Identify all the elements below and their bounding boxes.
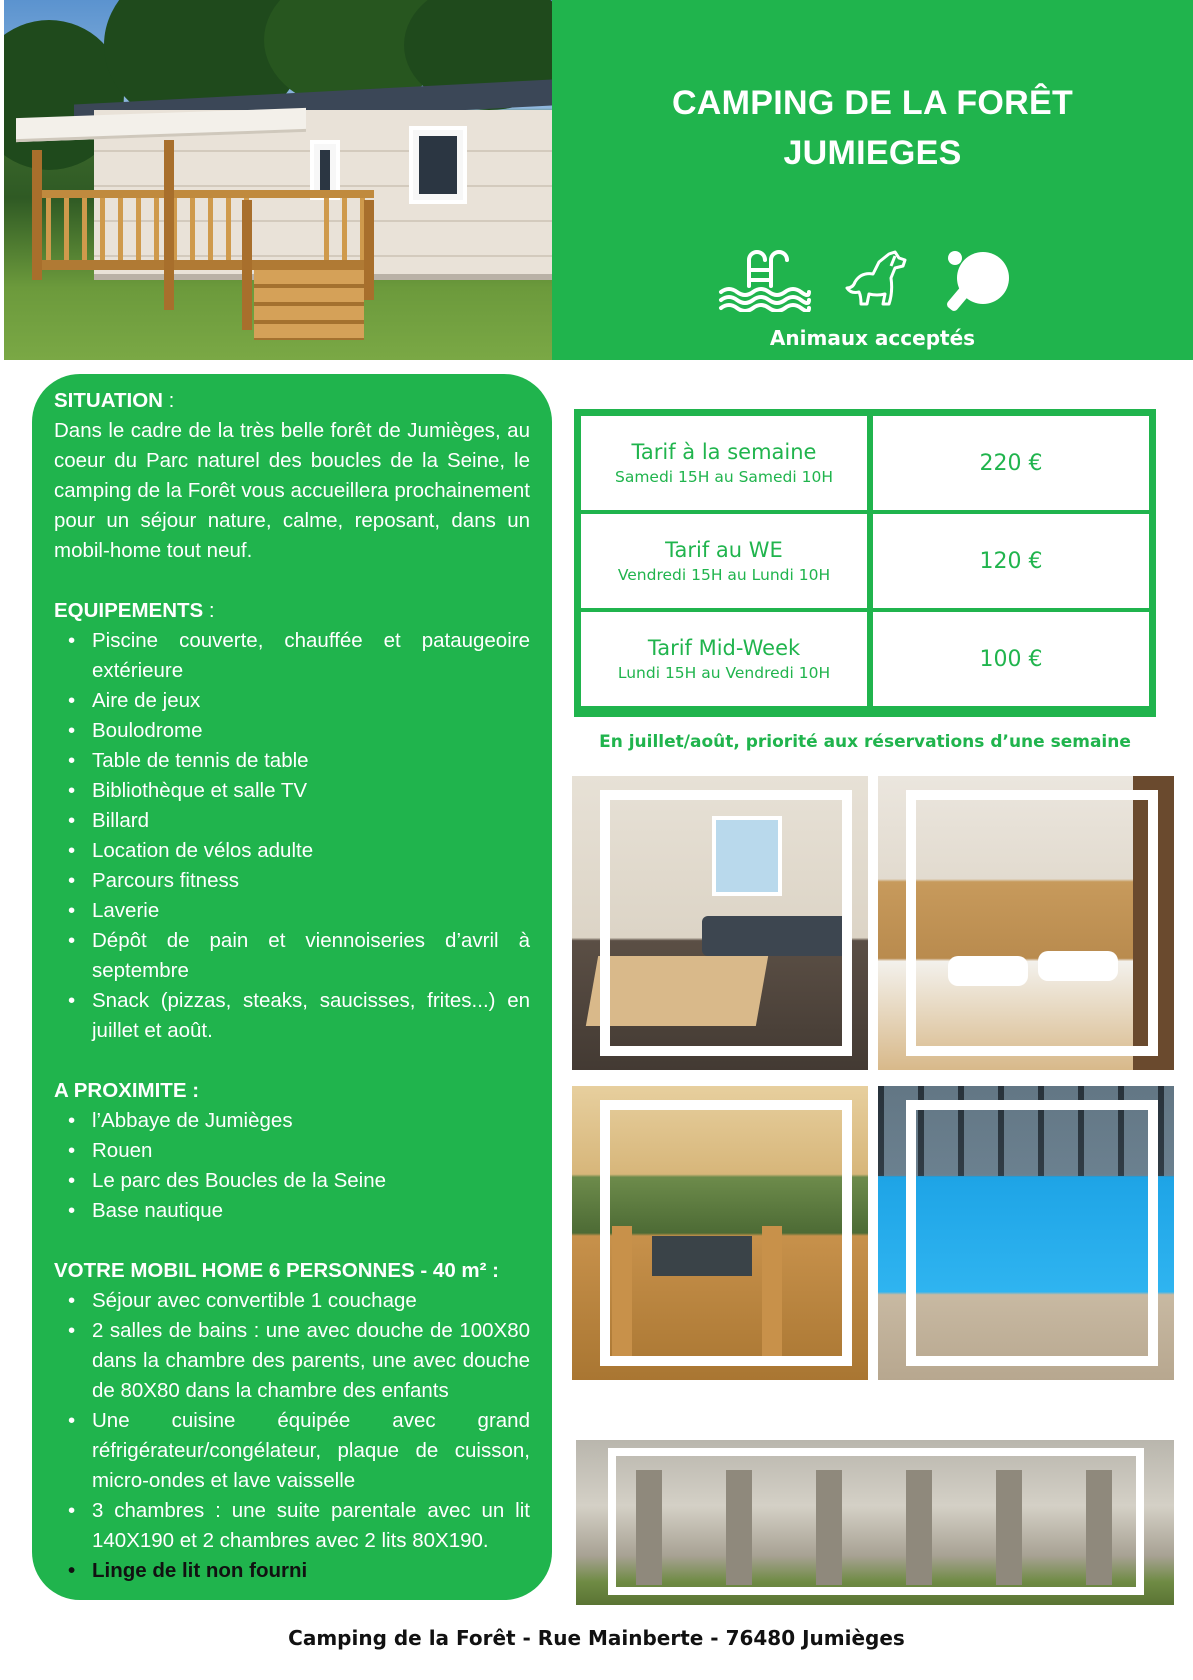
swimming-pool-icon [717,248,813,312]
proximite-title: A PROXIMITE : [54,1079,200,1102]
page-title [552,78,1193,178]
list-item: • Le parc des Boucles de la Seine [54,1166,530,1196]
list-item: • Location de vélos adulte [54,836,530,866]
bed-linen-note: • Linge de lit non fourni [54,1556,530,1586]
amenity-icons [717,248,1027,318]
title-line-2: JUMIEGES [783,134,962,172]
table-tennis-icon [943,248,1013,312]
rate-price: 100 € [873,612,1149,706]
proximite-list [54,1106,530,1226]
table-row [581,514,1149,608]
bedroom-photo [878,776,1174,1070]
situation-title: SITUATION : [54,389,175,412]
list-item: • Billard [54,806,530,836]
table-row [581,416,1149,510]
list-item: • Une cuisine équipée avec grand réfrigérateur/congélateur, plaque de cuisson, micro-ondes et lave vaisselle [54,1406,530,1496]
price-label-cell [581,514,867,608]
list-item: • Piscine couverte, chauffée et pataugeoire extérieure [54,626,530,686]
list-item: • Aire de jeux [54,686,530,716]
title-line-1: CAMPING DE LA FORÊT [671,84,1074,122]
priority-note: En juillet/août, priorité aux réservations d’une semaine [599,732,1131,752]
dog-icon [845,248,911,312]
abbey-photo [576,1440,1174,1605]
list-item: • Snack (pizzas, steaks, saucisses, frites...) en juillet et août. [54,986,530,1046]
list-item: • Parcours fitness [54,866,530,896]
list-item: • 2 salles de bains : une avec douche de 100X80 dans la chambre des parents, une avec douche de 80X80 dans la chambre des enfants [54,1316,530,1406]
list-item: • Boulodrome [54,716,530,746]
equipements-title: EQUIPEMENTS : [54,599,215,622]
table-row [581,612,1149,706]
price-label-cell [581,416,867,510]
price-table [574,409,1156,717]
living-room-photo [572,776,868,1070]
list-item: • Dépôt de pain et viennoiseries d’avril à septembre [54,926,530,986]
mobile-home-photo [4,0,552,360]
rate-name: Tarif au WE [665,538,783,562]
price-label-cell [581,612,867,706]
rate-period: Samedi 15H au Samedi 10H [614,468,834,486]
terrace-photo [572,1086,868,1380]
header-panel [552,0,1193,360]
info-card [32,374,552,1600]
list-item: • Rouen [54,1136,530,1166]
rate-name: Tarif Mid-Week [647,636,801,660]
rate-period: Lundi 15H au Vendredi 10H [617,664,831,682]
animals-accepted-label: Animaux acceptés [769,326,976,350]
rate-period: Vendredi 15H au Lundi 10H [617,566,831,584]
list-item: • l’Abbaye de Jumièges [54,1106,530,1136]
list-item: • Base nautique [54,1196,530,1226]
rate-name: Tarif à la semaine [631,440,817,464]
equipements-list [54,626,530,1046]
rate-price: 220 € [873,416,1149,510]
mobilhome-title: VOTRE MOBIL HOME 6 PERSONNES - 40 m² : [54,1259,499,1282]
situation-text: Dans le cadre de la très belle forêt de Jumièges, au coeur du Parc naturel des boucles de la Seine, le camping de la Forêt vous accueillera prochainement pour un séjour nature, calme, reposant, dans un mobil-home tout neuf. [54,419,530,562]
mobilhome-list [54,1286,530,1586]
list-item: • Laverie [54,896,530,926]
footer-address: Camping de la Forêt - Rue Mainberte - 76480 Jumièges [288,1626,905,1650]
list-item: • Séjour avec convertible 1 couchage [54,1286,530,1316]
swimming-pool-photo [878,1086,1174,1380]
rate-price: 120 € [873,514,1149,608]
list-item: • Bibliothèque et salle TV [54,776,530,806]
list-item: • 3 chambres : une suite parentale avec un lit 140X190 et 2 chambres avec 2 lits 80X190. [54,1496,530,1556]
list-item: • Table de tennis de table [54,746,530,776]
